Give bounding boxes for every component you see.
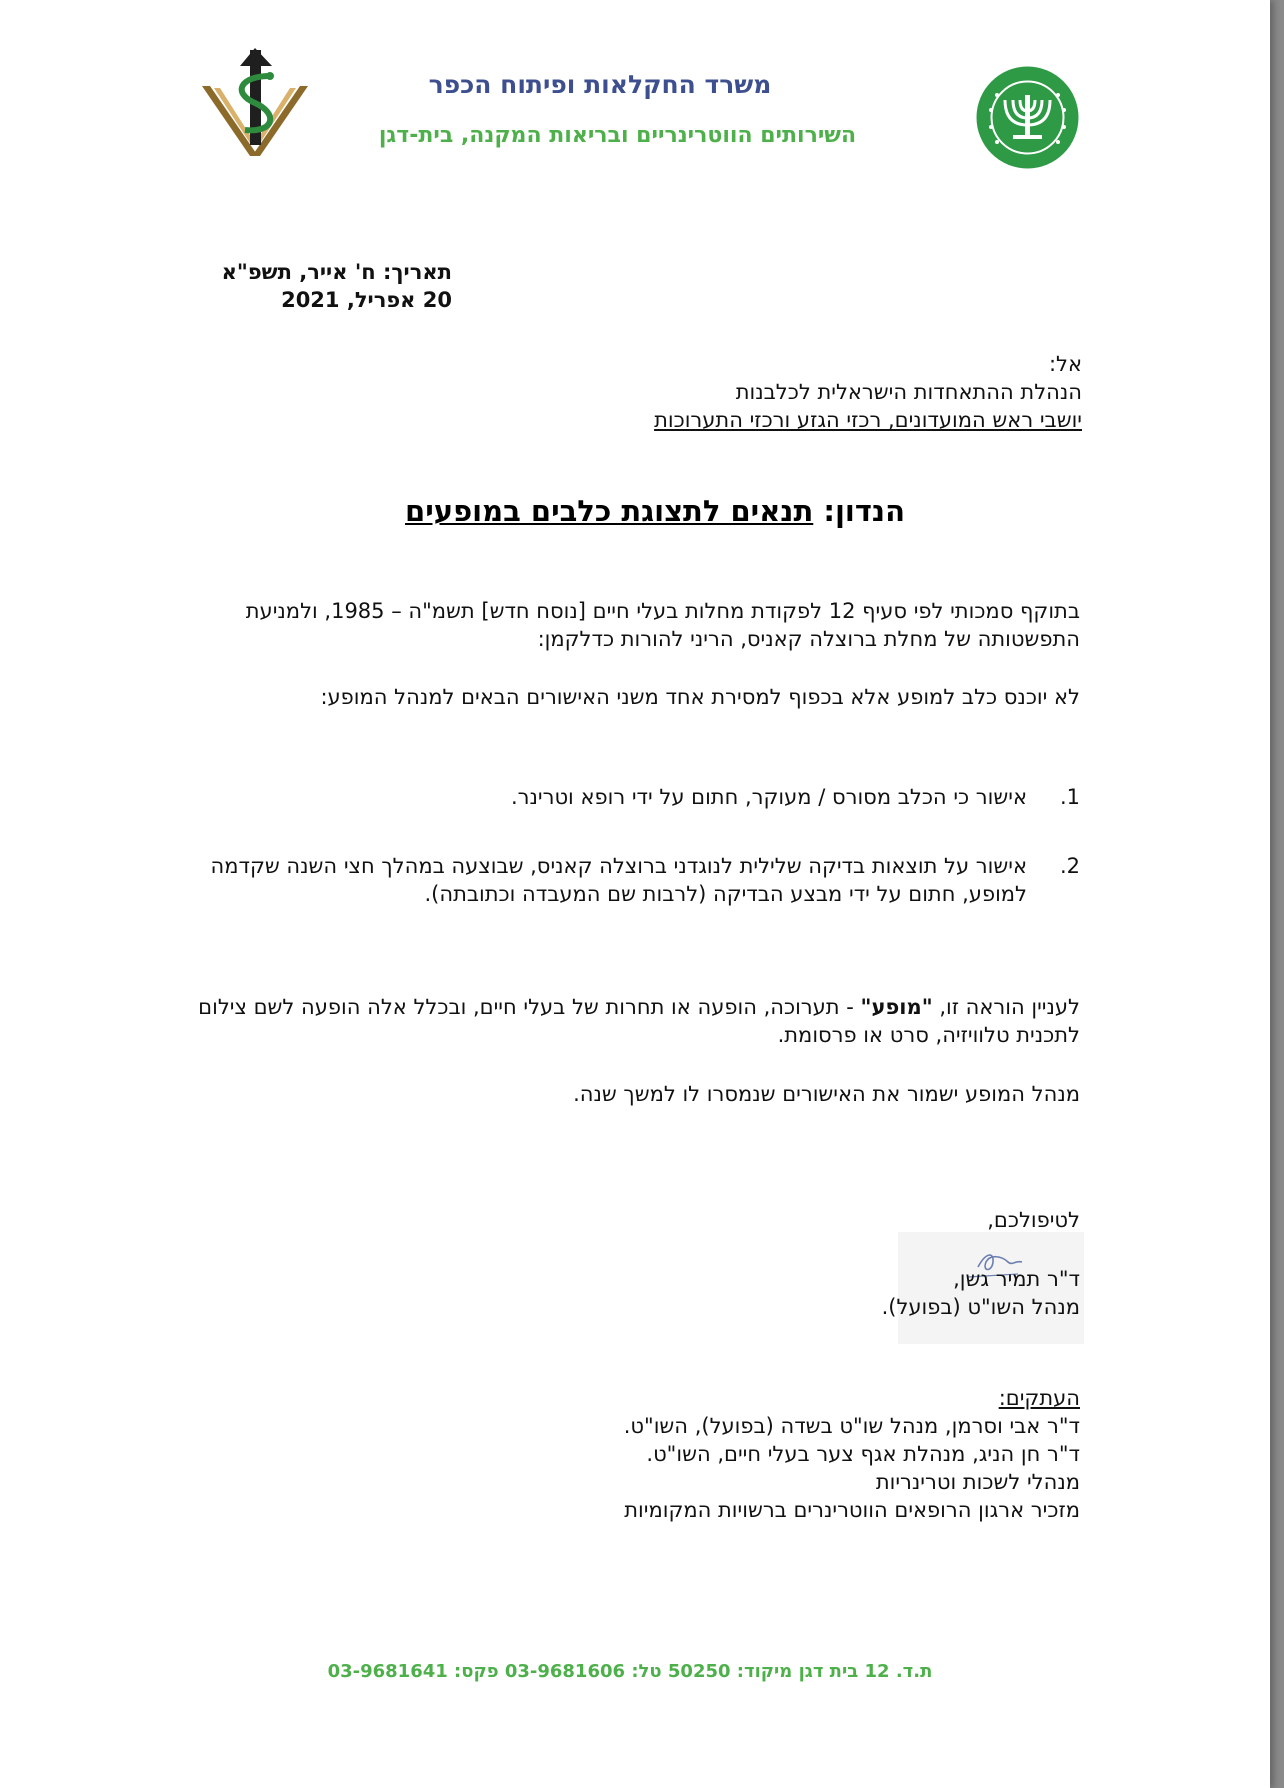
copies-label: העתקים: <box>998 1386 1080 1410</box>
list-item <box>190 852 1080 908</box>
definition-prefix: לעניין הוראה זו, <box>932 995 1080 1019</box>
to-label: אל: <box>1048 352 1082 376</box>
hebrew-date: תאריך: ח' אייר, תשפ"א <box>221 260 452 284</box>
copies-item: ד"ר אבי וסרמן, מנהל שו"ט בשדה (בפועל), השו"ט. <box>623 1414 1080 1438</box>
recipients-block <box>382 350 1082 434</box>
list-item-text: אישור כי הכלב מסורס / מעוקר, חתום על ידי רופא וטרינר. <box>510 785 1027 809</box>
paragraph-requirement: לא יוכנס כלב למופע אלא בכפוף למסירת אחד משני האישורים הבאים למנהל המופע: <box>320 685 1080 709</box>
subject-label: הנדון: <box>823 494 905 528</box>
date-block <box>122 258 452 314</box>
list-item-text: אישור על תוצאות בדיקה שלילית לנוגדני ברוצלה קאניס, שבוצעה במהלך חצי השנה שקדמה למופע, חתום על ידי מבצע הבדיקה (לרבות שם המעבדה וכתובתה). <box>210 854 1027 906</box>
copies-block <box>380 1384 1080 1524</box>
ministry-name: משרד החקלאות ופיתוח הכפר <box>428 70 772 99</box>
definition-text: - תערוכה, הופעה או תחרות של בעלי חיים, ובכלל אלה הופעה לשם צילום לתכנית טלוויזיה, סרט או פרסומת. <box>198 995 1080 1047</box>
veterinary-services-logo <box>200 48 310 158</box>
copies-item: מזכיר ארגון הרופאים הווטרינרים ברשויות המקומיות <box>624 1498 1080 1522</box>
definition-term: "מופע" <box>860 995 933 1019</box>
gregorian-date: 20 אפריל, 2021 <box>281 288 452 312</box>
signer-title: מנהל השו"ט (בפועל). <box>881 1295 1080 1319</box>
services-name: השירותים הווטרינריים ובריאות המקנה, בית-דגן <box>378 123 857 148</box>
list-item <box>190 783 1080 811</box>
ministry-seal-logo <box>975 65 1080 170</box>
recipient-line-2: יושבי ראש המועדונים, רכזי הגזע ורכזי התערוכות <box>654 408 1082 432</box>
list-item-number: 2. <box>1059 854 1080 878</box>
closing-regards: לטיפולכם, <box>987 1208 1080 1232</box>
copies-item: ד"ר חן הניג, מנהלת אגף צער בעלי חיים, השו"ט. <box>646 1442 1080 1466</box>
copies-item: מנהלי לשכות וטרינריות <box>875 1470 1080 1494</box>
list-item-number: 1. <box>1059 785 1080 809</box>
paragraph-authority: בתוקף סמכותי לפי סעיף 12 לפקודת מחלות בעלי חיים [נוסח חדש] תשמ"ה – 1985, ולמניעת התפשטותה של מחלת ברוצלה קאניס, הריני להורות כדלקמן: <box>245 599 1080 651</box>
subject-line <box>205 494 905 528</box>
paragraph-definition <box>190 993 1080 1049</box>
signer-block <box>680 1265 1080 1321</box>
recipient-line-1: הנהלת ההתאחדות הישראלית לכלבנות <box>735 380 1082 404</box>
subject-title: תנאים לתצוגת כלבים במופעים <box>405 494 814 528</box>
signer-name: ד"ר תמיר גשן, <box>953 1267 1080 1291</box>
paragraph-retention: מנהל המופע ישמור את האישורים שנמסרו לו למשך שנה. <box>573 1082 1080 1106</box>
footer-contact: ת.ד. 12 בית דגן מיקוד: 50250 טל: 03-9681606 פקס: 03-9681641 <box>327 1661 933 1682</box>
